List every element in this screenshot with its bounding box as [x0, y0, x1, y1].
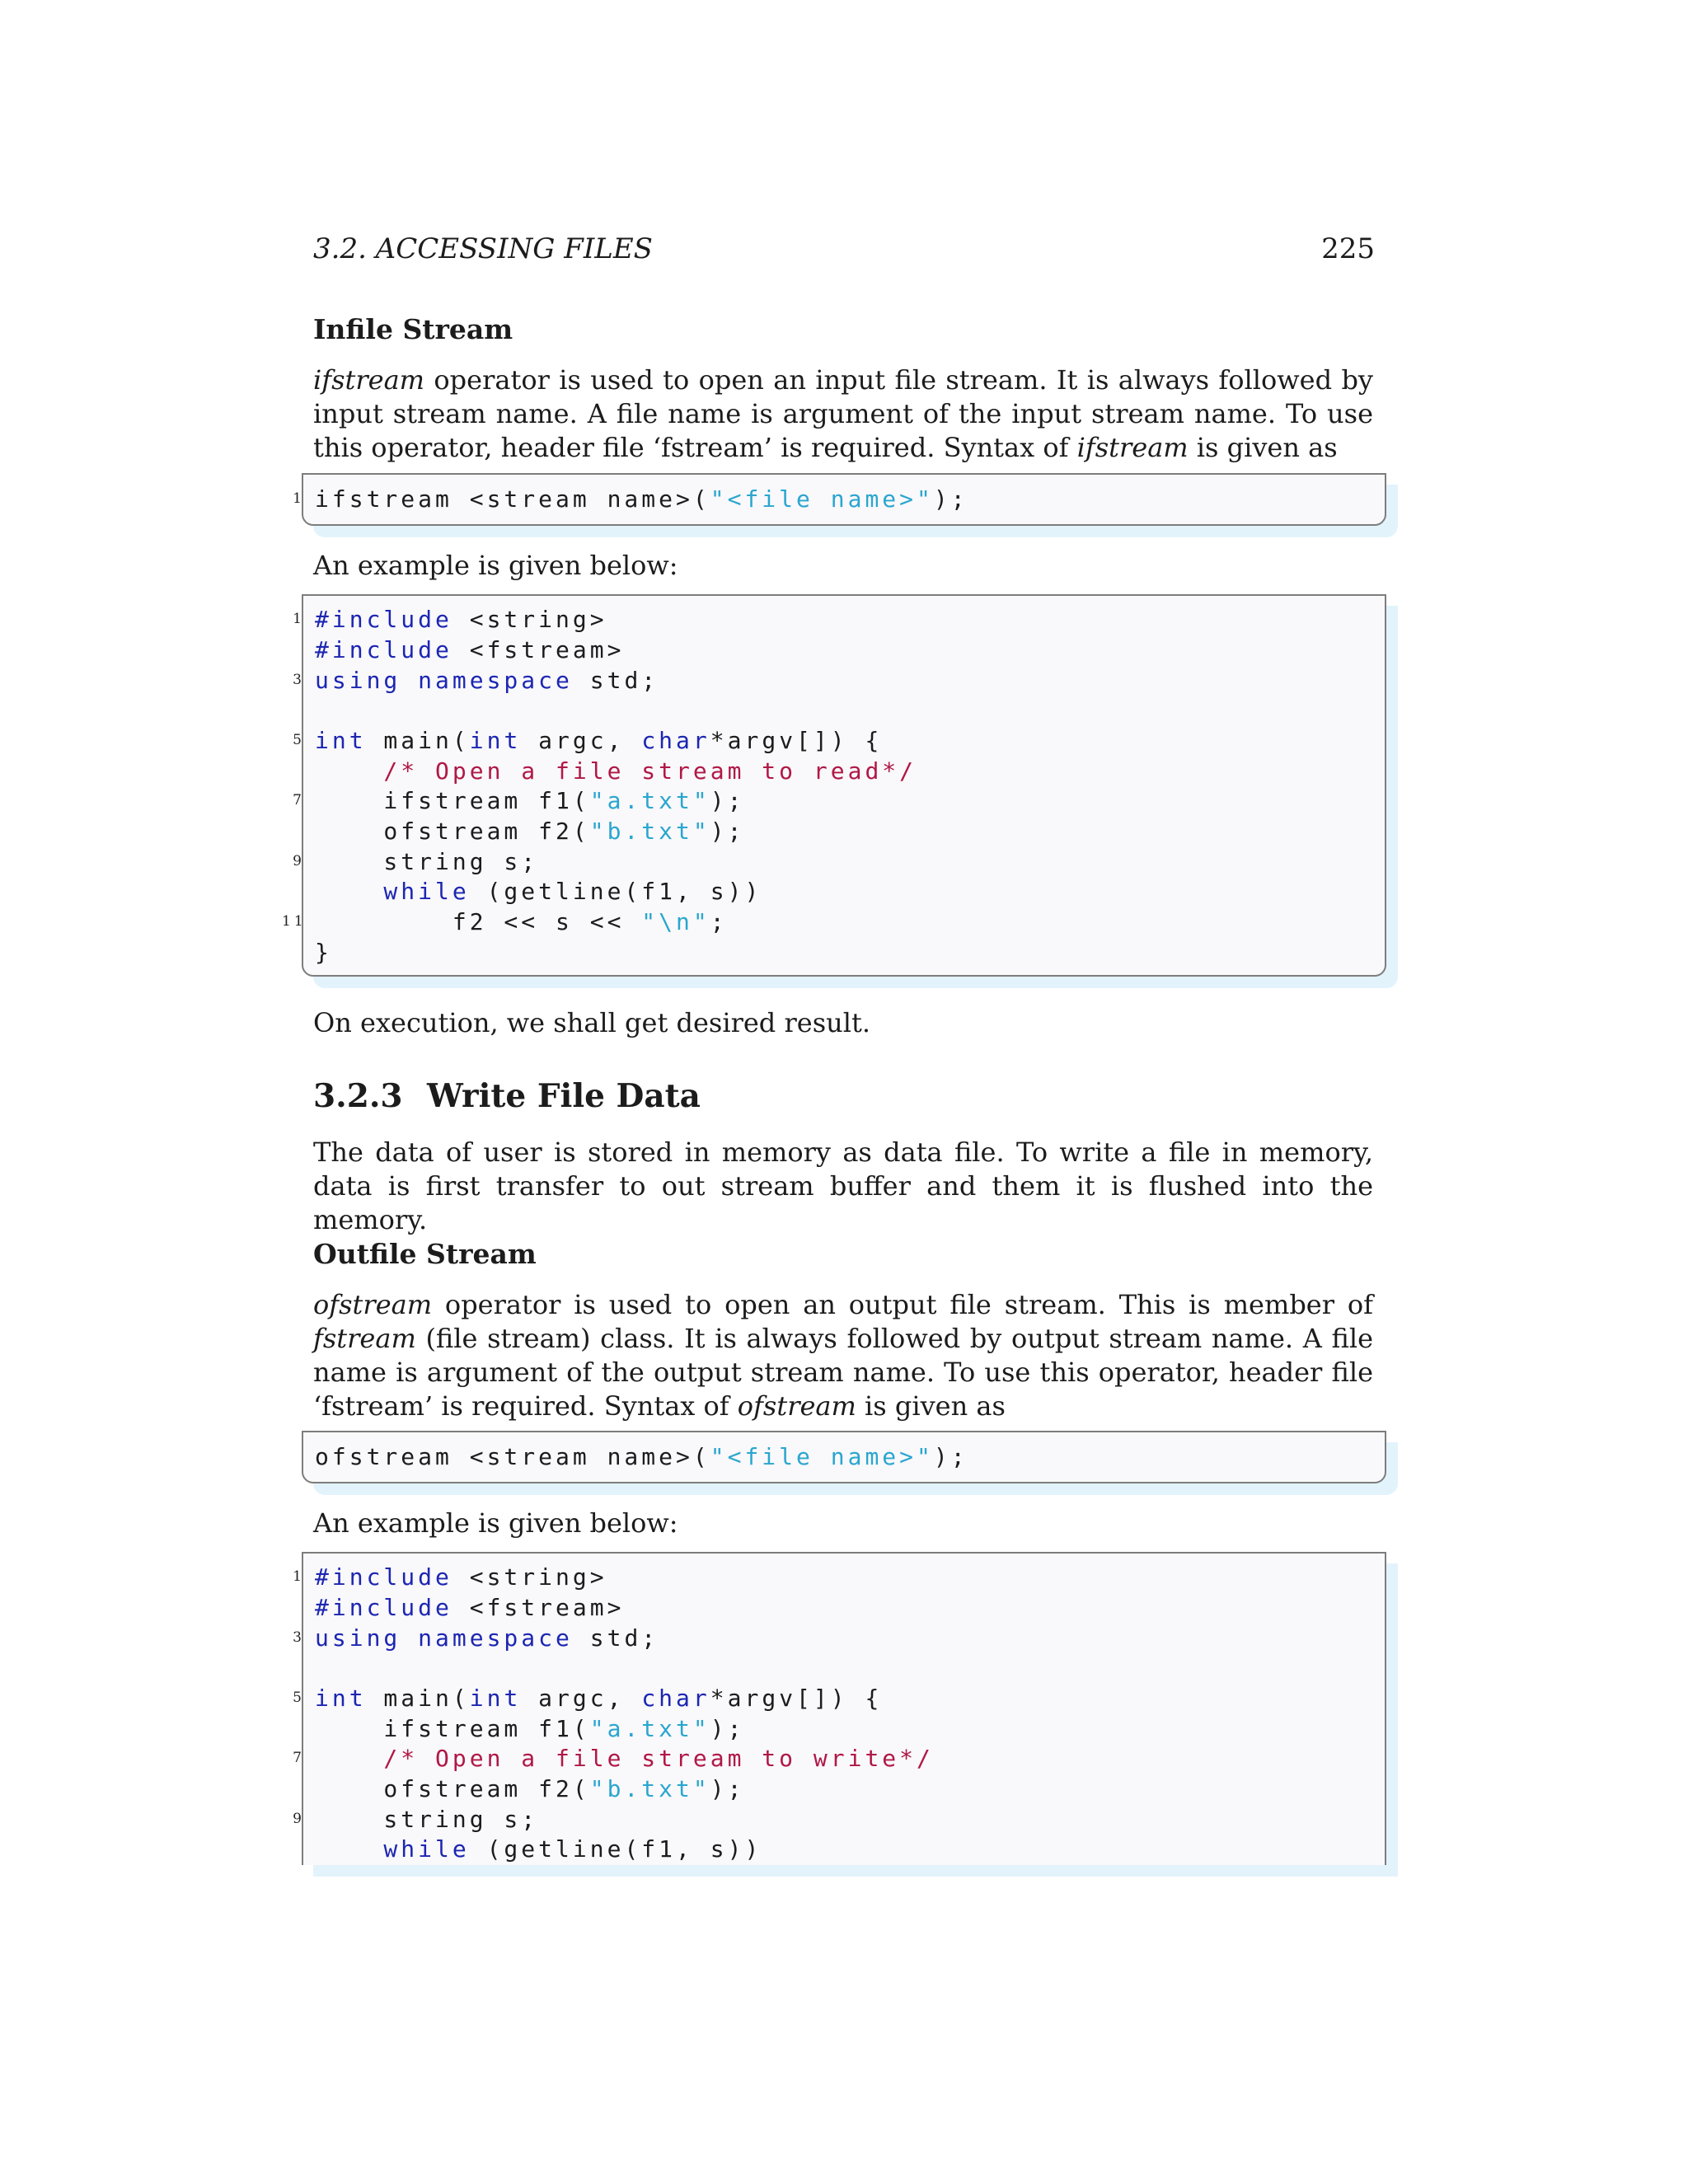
code-line: ofstream f2("b.txt");: [315, 1775, 745, 1802]
code-box-write-example: [293, 1552, 1386, 1865]
example-intro-1: An example is given below:: [313, 550, 678, 581]
code-line: 3 using namespace std;: [293, 667, 659, 694]
keyword-fstream: fstream: [313, 1323, 416, 1354]
section-heading: 3.2. ACCESSING FILES: [313, 232, 653, 265]
code-line: 11 f2 << s << "\n";: [282, 908, 728, 935]
code-line: 5 int main(int argc, char*argv[]) {: [293, 727, 883, 754]
code-box-ifstream-syntax: [293, 473, 1386, 526]
code-line: 9 string s;: [293, 1806, 539, 1833]
code-line: while (getline(f1, s)): [315, 1835, 762, 1863]
code-line: ofstream f2("b.txt");: [315, 818, 745, 845]
subsection-title-infile: Infile Stream: [313, 313, 513, 345]
example-intro-2: An example is given below:: [313, 1507, 678, 1539]
keyword-ofstream: ofstream: [737, 1390, 856, 1422]
code-line: ofstream <stream name>("<file name>");: [315, 1443, 968, 1470]
code-line: 1 #include <string>: [293, 1563, 607, 1591]
keyword-ofstream: ofstream: [313, 1289, 433, 1320]
code-line: }: [315, 939, 332, 966]
section-name: Write File Data: [427, 1077, 701, 1115]
code-line: 1 #include <string>: [293, 606, 607, 633]
code-line: 7 /* Open a file stream to write*/: [293, 1745, 934, 1772]
code-line: 3 using namespace std;: [293, 1624, 659, 1652]
infile-paragraph: ifstream operator is used to open an input file stream. It is always followed by input stream name. A file name is argument of the input stream name. To use this operator, header file ‘fstream’ is required. Syntax of ifstream is given as: [313, 364, 1374, 463]
code-line: #include <fstream>: [315, 636, 625, 663]
subsection-title-outfile: Outfile Stream: [313, 1238, 537, 1270]
code-line: #include <fstream>: [315, 1594, 625, 1621]
after-code-text: On execution, we shall get desired result.: [313, 1007, 870, 1038]
section-title: [313, 1077, 701, 1115]
code-line: 1 ifstream <stream name>("<file name>");: [293, 485, 968, 513]
code-line: while (getline(f1, s)): [315, 878, 762, 905]
code-comment: /* Open a file stream to write*/: [315, 1745, 934, 1772]
running-header: [313, 232, 1375, 274]
code-line: ifstream f1("a.txt");: [315, 1715, 745, 1742]
section-paragraph: The data of user is stored in memory as data file. To write a file in memory, data is first transfer to out stream buffer and them it is flushed into the memory.: [313, 1137, 1373, 1235]
code-box-ofstream-syntax: [302, 1431, 1386, 1483]
code-line: 9 string s;: [293, 848, 539, 875]
keyword-ifstream: ifstream: [1076, 432, 1189, 463]
keyword-ifstream: ifstream: [313, 364, 425, 396]
section-number: 3.2.3: [313, 1077, 403, 1115]
code-box-read-example: [282, 594, 1386, 977]
code-comment: /* Open a file stream to read*/: [315, 757, 917, 785]
code-line: 5 int main(int argc, char*argv[]) {: [293, 1685, 883, 1712]
outfile-paragraph: ofstream operator is used to open an output file stream. This is member of fstream (file stream) class. It is always followed by output stream name. A file name is argument of the output stream name. To use this operator, header file ‘fstream’ is required. Syntax of ofstream is given as: [313, 1289, 1374, 1422]
code-line: 7 ifstream f1("a.txt");: [293, 787, 745, 814]
page-number: 225: [1321, 232, 1375, 265]
